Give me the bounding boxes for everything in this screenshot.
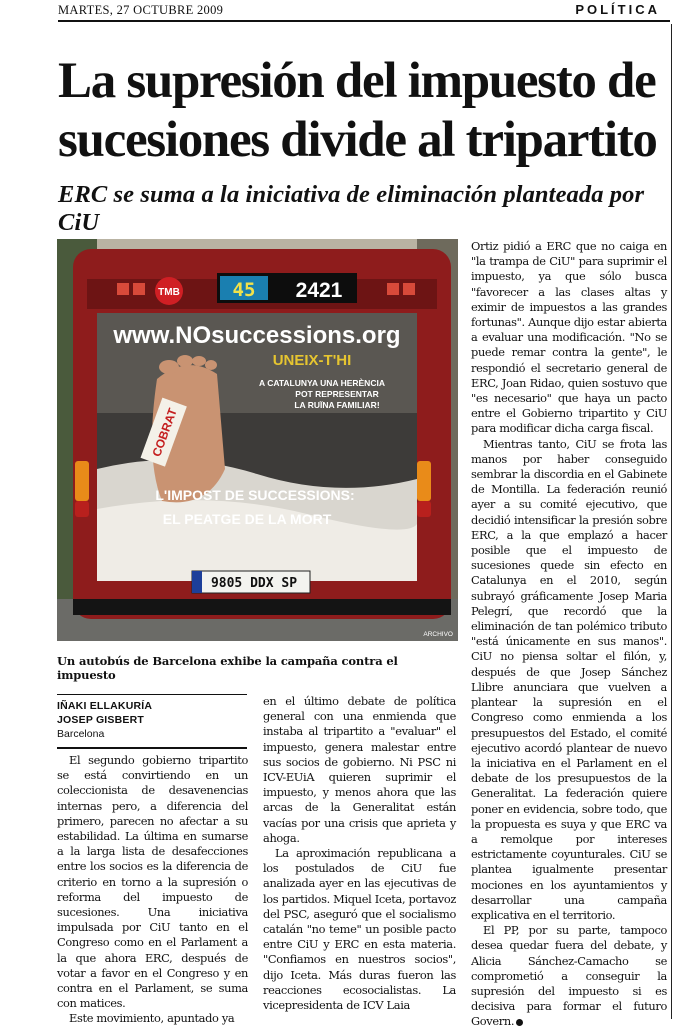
byline-location: Barcelona xyxy=(57,728,105,740)
page-header xyxy=(58,2,670,20)
section-name: POLÍTICA xyxy=(575,2,660,17)
bus-fleet-number: 2421 xyxy=(295,279,343,302)
ad-line-1: A CATALUNYA UNA HERÈNCIA xyxy=(259,378,385,388)
header-rule xyxy=(58,20,670,22)
ad-line-2: POT REPRESENTAR xyxy=(295,389,379,399)
ad-line-3: LA RUÏNA FAMILIAR! xyxy=(294,400,380,410)
headline: La supresión del impuesto de sucesiones divide al tripartito xyxy=(58,53,657,168)
article-column-1 xyxy=(57,753,248,1027)
paragraph xyxy=(471,923,667,1029)
license-plate: 9805 DDX SP xyxy=(210,576,298,591)
paragraph: El segundo gobierno tripartito se está convirtiendo en un coleccionista de desavenencias internas pero, a diferencia del primero, parecen no afectar a su estabilidad. La última en sumarse a la larga lista de desafecciones entre los socios es la diferencia de criterio en torno a la supresión o reforma del impuesto de sucesiones. Una iniciativa impulsada por CiU tanto en el Congreso como en el Parlament a la que ahora ERC, después de votar a favor en el Congreso y en contra en el Parlament, se suma con matices. xyxy=(57,753,248,1011)
paragraph: en el último debate de política general con una enmienda que instaba al tripartito a "evaluar" el impuesto, genera malestar entre sus socios de gobierno. Ni PSC ni ICV-EUiA quieren suprimir el impuesto, y menos ahora que las arcas de la Generalitat están vacías por una crisis que aprieta y ahoga. xyxy=(263,694,456,845)
ad-title-1: L'IMPOST DE SUCCESSIONS: xyxy=(155,487,355,503)
paragraph: Mientras tanto, CiU se frota las manos por haber conseguido sembrar la discordia en el Gabinete de Montilla. La federación reunió ayer a su comité ejecutivo, que decidió intensificar la presión sobre ERC, a la que emplazó a hacer posible que el impuesto de sucesiones quede sin efecto en Catalunya en el 2010, según subrayó gráficamente Josep Maria Pelegrí, que recordó que la eliminación de tan polémico tributo "está únicamente en sus manos". CiU no piensa soltar el filón, y, después de que Josep Sánchez Llibre anunciara que vuelven a plantear la supresión en el Congreso como enmienda a los presupuestos del Estado, el comité ejecutivo acordó plantear de nuevo la iniciativa en el Parlament en el debate de los presupuestos de la Generalitat. La federación quiere poner en evidencia, sobre todo, que la propuesta es suya y que ERC va a remolque por intereses estrictamente coyunturales. CiU se plantea igualmente presentar mociones en los ayuntamientos y desarrollar una campaña explicativa en el territorio. xyxy=(471,436,667,922)
tmb-logo: TMB xyxy=(158,287,180,298)
article-column-3 xyxy=(471,239,667,1030)
bus-route-number: 45 xyxy=(232,279,256,301)
paragraph-text: El PP, por su parte, tampoco desea quedar fuera del debate, y Alicia Sánchez-Camacho se comprometió a conseguir la supresión del impuesto si es decisiva para formar el futuro Govern. xyxy=(471,923,667,1029)
end-mark-icon xyxy=(516,1019,523,1026)
paragraph: Este movimiento, apuntado ya xyxy=(69,1011,235,1026)
column-border xyxy=(671,24,672,1019)
photo-caption: Un autobús de Barcelona exhibe la campaña contra el impuesto xyxy=(57,654,398,682)
paragraph: Ortiz pidió a ERC que no caiga en "la trampa de CiU" para suprimir el impuesto, ya que sólo busca "favorecer a las clases altas y eximir de impuestos a las grandes fortunas". Aunque dijo estar abierta a evaluar una modificación. "No se puede remar contra la gente", le respondió el secretario general de ERC, Joan Ridao, quien sostuvo que "es necesario" que haya un pacto entre el Gobierno tripartito y CiU para modificar dicha carga fiscal. xyxy=(471,239,667,436)
issue-date: MARTES, 27 OCTUBRE 2009 xyxy=(58,3,224,17)
ad-title-2: EL PEATGE DE LA MORT xyxy=(162,511,332,527)
ad-slogan: UNEIX-T'HI xyxy=(272,352,352,369)
photo-credit: ARCHIVO xyxy=(423,631,453,638)
byline-rule xyxy=(57,747,247,749)
toe-tag: COBRAT xyxy=(149,406,180,459)
paragraph: La aproximación republicana a los postulados de CiU fue analizada ayer en las ejecutivas de los partidos. Miquel Iceta, portavoz del PSC, aseguró que el socialismo catalán "no teme" un posible pacto entre CiU y ERC en esta materia. "Confiamos en nuestros socios", dijo Iceta. Más duras fueron las reacciones ecosocialistas. La vicepresidenta de ICV Laia xyxy=(263,846,456,1013)
author-name: JOSEP GISBERT xyxy=(57,714,145,726)
bus-photo xyxy=(57,239,458,641)
subheadline: ERC se suma a la iniciativa de eliminación planteada por CiU xyxy=(58,181,645,236)
author-name: IÑAKI ELLAKURÍA xyxy=(57,700,153,712)
article-column-2 xyxy=(263,694,456,1013)
byline xyxy=(57,694,247,749)
ad-url: www.NOsuccessions.org xyxy=(113,322,401,349)
